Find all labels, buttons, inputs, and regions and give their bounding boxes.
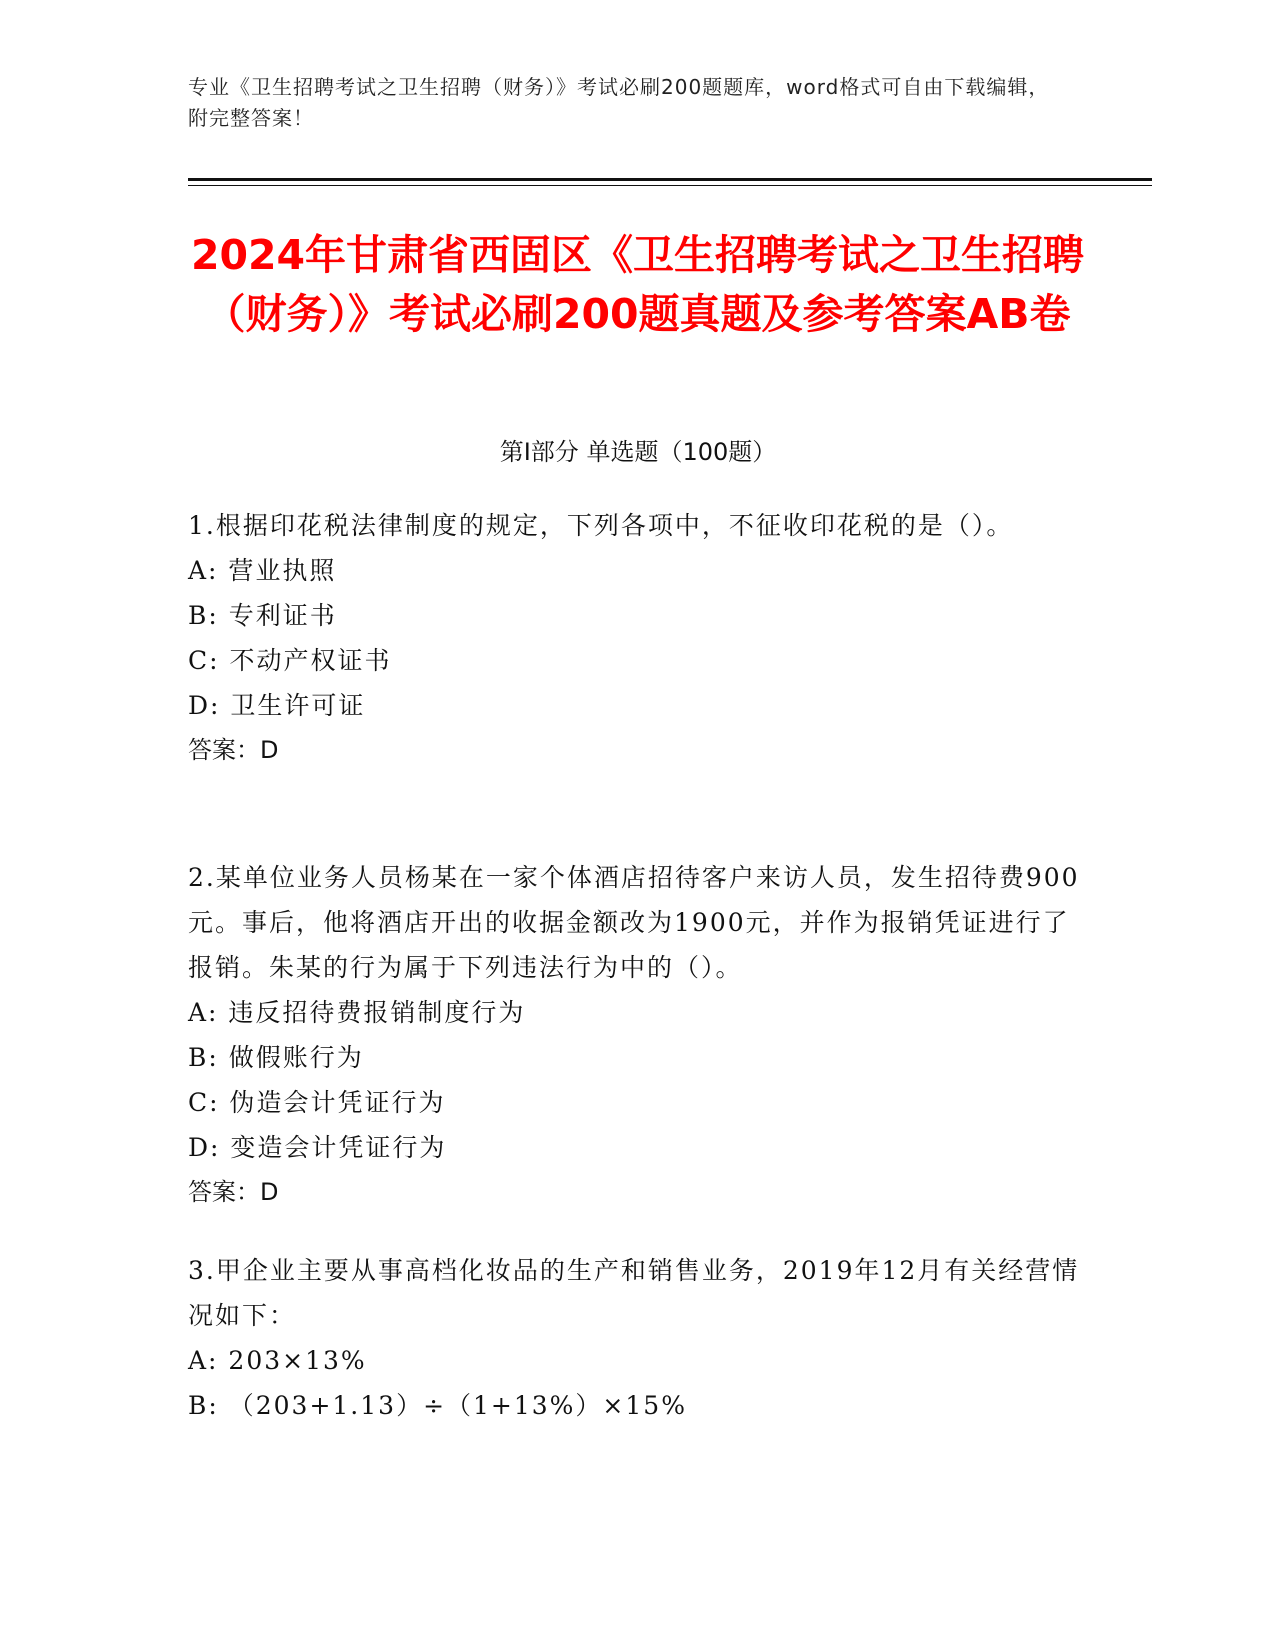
answer: 答案：D — [188, 1178, 279, 1206]
option-d: D: 变造会计凭证行为 — [188, 1133, 447, 1162]
option-a: A: 营业执照 — [188, 556, 337, 585]
option-a: A: 违反招待费报销制度行为 — [188, 998, 526, 1027]
option-b: B: （203+1.13）÷（1+13%）×15% — [188, 1391, 687, 1420]
option-c: C: 伪造会计凭证行为 — [188, 1088, 446, 1117]
question-stem: 1.根据印花税法律制度的规定，下列各项中，不征收印花税的是（）。 — [188, 511, 1014, 540]
question-stem: 3.甲企业主要从事高档化妆品的生产和销售业务，2019年12月有关经营情况如下： — [188, 1256, 1080, 1330]
section-title: 第Ⅰ部分 单选题（100题） — [499, 438, 777, 466]
answer: 答案：D — [188, 736, 279, 764]
option-c: C: 不动产权证书 — [188, 646, 392, 675]
question-2 — [188, 855, 1088, 1215]
header-divider-thick — [188, 178, 1152, 181]
option-b: B: 专利证书 — [188, 601, 337, 630]
question-1 — [188, 503, 1088, 773]
header-note: 专业《卫生招聘考试之卫生招聘（财务）》考试必刷200题题库，word格式可自由下载编辑，附完整答案！ — [188, 75, 1050, 130]
question-stem: 2.某单位业务人员杨某在一家个体酒店招待客户来访人员，发生招待费900元。事后，他将酒店开出的收据金额改为1900元，并作为报销凭证进行了报销。朱某的行为属于下列违法行为中的（）。 — [188, 863, 1080, 982]
question-3 — [188, 1248, 1088, 1428]
document-title: 2024年甘肃省西固区《卫生招聘考试之卫生招聘（财务）》考试必刷200题真题及参考答案AB卷 — [190, 231, 1085, 338]
option-b: B: 做假账行为 — [188, 1043, 364, 1072]
header-divider-thin — [188, 185, 1152, 186]
option-a: A: 203×13% — [188, 1346, 367, 1375]
option-d: D: 卫生许可证 — [188, 691, 366, 720]
